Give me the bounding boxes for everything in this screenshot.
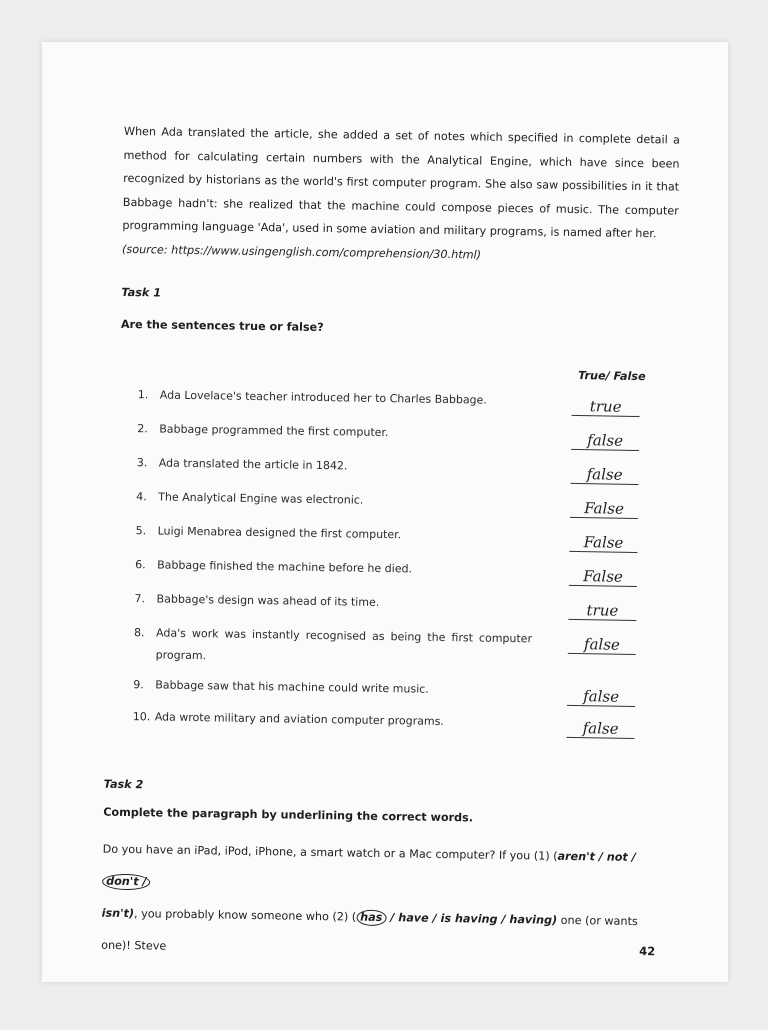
task2-line1-text: Do you have an iPad, iPod, iPhone, a smart watch or a Mac computer? If you (1) ( [102, 842, 558, 863]
answer-field[interactable]: false [568, 635, 636, 655]
page-number: 42 [639, 944, 656, 959]
question-item [138, 384, 548, 412]
reading-paragraph [122, 120, 680, 270]
question-text: The Analytical Engine was electronic. [158, 490, 364, 507]
answer-field[interactable]: false [570, 465, 638, 485]
question-number: 8. [133, 626, 145, 640]
question-item [136, 486, 546, 514]
question-item [134, 622, 533, 672]
question-item [133, 674, 543, 702]
question-item [134, 588, 544, 616]
option-text[interactable]: / have / is having / having) [390, 911, 558, 927]
question-number: 9. [133, 678, 144, 692]
task2-line2-end: one (or wants one)! Steve [101, 913, 638, 953]
question-number: 5. [135, 524, 147, 538]
question-text: Babbage finished the machine before he died. [157, 558, 413, 576]
task2-line2-text: , you probably know someone who (2) ( [133, 907, 357, 924]
question-text: Luigi Menabrea designed the first computer. [157, 524, 402, 542]
question-number: 10. [132, 710, 151, 724]
option-group-1-end[interactable]: isn't) [101, 906, 135, 921]
question-text: Babbage saw that his machine could write music. [155, 678, 429, 696]
question-item [137, 418, 547, 446]
circled-answer[interactable]: don't / [102, 874, 151, 891]
true-false-column-header: True/ False [578, 369, 646, 384]
answer-field[interactable]: False [569, 567, 637, 587]
question-text: Ada Lovelace's teacher introduced her to Charles Babbage. [159, 388, 487, 407]
paragraph-text: When Ada translated the article, she added a set of notes which specified in complete detail a method for calculating certain numbers with the Analytical Engine, which have since been recognized by historians as the world's first computer program. She also saw possibilities in it that Babbage hadn't: she realized that the machine could compose pieces of music. The computer programming language 'Ada', used in some aviation and military programs, is named after her. [122, 124, 680, 241]
question-text: Ada's work was instantly recognised as being the first computer [155, 626, 533, 646]
question-text: Ada wrote military and aviation computer programs. [154, 710, 444, 728]
question-number: 4. [136, 490, 147, 504]
question-item [137, 452, 547, 480]
task1-title: Task 1 [121, 285, 162, 300]
question-item [135, 520, 545, 548]
question-text: Ada translated the article in 1842. [158, 456, 348, 473]
question-number: 2. [137, 422, 148, 436]
answer-field[interactable]: false [567, 687, 635, 707]
question-number: 3. [136, 456, 148, 470]
answer-field[interactable]: false [566, 719, 634, 739]
answer-field[interactable]: False [570, 499, 638, 519]
option-text[interactable]: aren't / not / [557, 849, 636, 864]
question-text: Babbage programmed the first computer. [159, 422, 389, 440]
task2-paragraph [101, 834, 663, 971]
answer-field[interactable]: false [571, 431, 639, 451]
question-item [135, 554, 545, 582]
question-number: 1. [137, 388, 149, 402]
answer-field[interactable]: true [568, 601, 636, 621]
answer-field[interactable]: False [569, 533, 637, 553]
source-citation: (source: https://www.usingenglish.com/comprehension/30.html) [121, 242, 482, 262]
question-text-continued: program. [155, 648, 207, 663]
answer-field[interactable]: true [572, 397, 640, 417]
question-number: 6. [135, 558, 146, 572]
circled-answer[interactable]: has [356, 910, 386, 926]
question-item [133, 706, 543, 734]
question-number: 7. [134, 592, 146, 606]
task1-instruction: Are the sentences true or false? [120, 317, 324, 335]
task2-instruction: Complete the paragraph by underlining the correct words. [103, 805, 474, 825]
task2-title: Task 2 [103, 777, 144, 792]
option-group-2[interactable] [356, 911, 557, 927]
question-text: Babbage's design was ahead of its time. [156, 592, 380, 609]
